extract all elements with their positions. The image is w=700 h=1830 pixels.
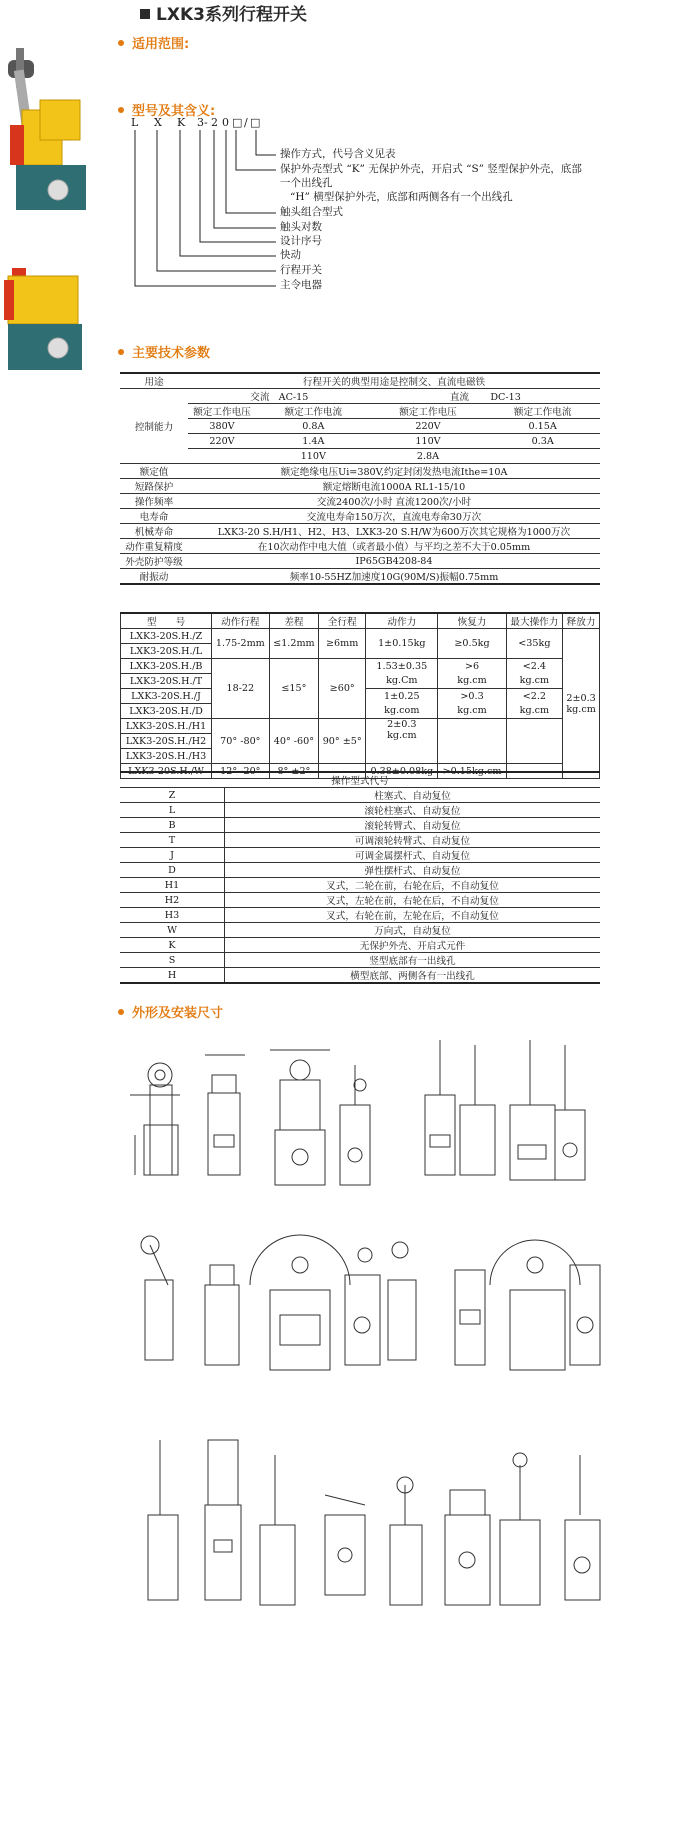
section-tech-label: 主要技术参数: [132, 346, 211, 361]
code-cell: H1: [120, 878, 225, 893]
cell: 额定熔断电流1000A RL1-15/10: [188, 479, 600, 494]
header-cell: 型 号: [121, 613, 212, 629]
ac-code: AC-15: [278, 392, 309, 403]
force-value: 2±0.3: [387, 719, 417, 730]
cell: 控制能力: [120, 389, 188, 464]
drawing-roller-side-2: [388, 1242, 416, 1360]
bullet-icon: [118, 349, 124, 355]
bullet-icon: [118, 1009, 124, 1015]
dimension-drawings: [120, 1035, 700, 1825]
desc-cell: 可调金属摆杆式、自动复位: [225, 848, 601, 863]
drawing-rod-side: [460, 1045, 495, 1175]
cell: 380V: [188, 419, 256, 434]
legend-operation: 操作方式，代号含义见表: [280, 148, 396, 160]
drawing-fork-side: [345, 1248, 380, 1365]
code-cell: H: [120, 968, 225, 984]
cell: kg.com: [366, 704, 438, 719]
desc-cell: 叉式，二轮在前，右轮在后，不自动复位: [225, 878, 601, 893]
drawing-adj-lever-front: [500, 1453, 540, 1605]
code-char: -: [204, 116, 208, 129]
code-cell: B: [120, 818, 225, 833]
cell: 动作重复精度: [120, 539, 188, 554]
code-cell: H3: [120, 908, 225, 923]
page-title-text: LXK3系列行程开关: [156, 5, 307, 25]
cell: >0.3: [438, 689, 506, 704]
section-model-label: 型号及其含义:: [132, 104, 216, 119]
drawing-plunger-front: [205, 1055, 245, 1175]
section-tech: [118, 342, 210, 361]
model-cell: LXK3-20S.H./H3: [121, 749, 212, 764]
cell: 在10次动作中电大值（或者最小值）与平均之差不大于0.05mm: [188, 539, 600, 554]
release-unit: kg.cm: [566, 703, 596, 715]
drawing-plunger-side: [130, 1063, 180, 1175]
cell: 0.8A: [256, 419, 371, 434]
header-cell: 释放力: [563, 613, 600, 629]
header-cell: 差程: [269, 613, 319, 629]
cell: 1.53±0.35: [366, 659, 438, 674]
ac-label: 交流: [250, 392, 270, 403]
code-cell: S: [120, 953, 225, 968]
cell: 90° ±5°: [319, 719, 366, 764]
dc-code: DC-13: [490, 392, 521, 403]
cell: ≥6mm: [319, 629, 366, 659]
desc-cell: 叉式，右轮在前，左轮在后，不自动复位: [225, 908, 601, 923]
cell: 70° -80°: [212, 719, 270, 764]
drawing-roller-front-2: [455, 1270, 485, 1365]
cell: [506, 719, 563, 764]
drawing-fork-front: [250, 1235, 350, 1370]
section-dims-label: 外形及安装尺寸: [132, 1006, 224, 1021]
cell: 18-22: [212, 659, 270, 719]
model-cell: LXK3-20S.H./Z: [121, 629, 212, 644]
cell: LXK3-20 S.H/H1、H2、H3、LXK3-20 S.H/W为600万次其它规格为1000万次: [188, 524, 600, 539]
desc-cell: 滚轮转臂式、自动复位: [225, 818, 601, 833]
cell: ≤15°: [269, 659, 319, 719]
cell: 12° -20°: [212, 764, 270, 779]
cell: 机械寿命: [120, 524, 188, 539]
cell: 交流电寿命150万次，直流电寿命30万次: [188, 509, 600, 524]
drawing-fork-side-2: [570, 1265, 600, 1365]
force-unit: kg.cm: [387, 730, 417, 741]
cell: kg.cm: [506, 704, 563, 719]
drawing-roller-side: [141, 1236, 173, 1360]
cell: <2.4: [506, 659, 563, 674]
desc-cell: 可调滚轮转臂式、自动复位: [225, 833, 601, 848]
code-char: X: [154, 116, 162, 129]
cell: <35kg: [506, 629, 563, 659]
desc-cell: 叉式，左轮在前，右轮在后，不自动复位: [225, 893, 601, 908]
models-table: [120, 612, 600, 779]
drawing-spring-rod-side: [148, 1440, 178, 1600]
code-char: /: [244, 116, 248, 129]
drawing-rod-front-2: [510, 1040, 555, 1180]
code-cell: K: [120, 938, 225, 953]
cell: 1.75-2mm: [212, 629, 270, 659]
drawing-spring-rod-front: [205, 1440, 241, 1600]
cell: 额定值: [120, 464, 188, 479]
code-char: K: [177, 116, 186, 129]
cell: 频率10-55HZ加速度10G(90M/S)振幅0.75mm: [188, 569, 600, 585]
header-cell: 动作力: [366, 613, 438, 629]
drawing-rod-front: [425, 1040, 455, 1175]
cell: 交流2400次/小时 直流1200次/小时: [188, 494, 600, 509]
legend-contact-pairs: 触头对数: [280, 221, 322, 233]
legend-master: 主令电器: [280, 279, 322, 291]
desc-cell: 万向式，自动复位: [225, 923, 601, 938]
header-cell: 恢复力: [438, 613, 506, 629]
code-char: 0: [222, 116, 229, 129]
legend-fast: 快动: [280, 249, 301, 261]
cell: 外壳防护等级: [120, 554, 188, 569]
cell: 额定工作电压: [188, 404, 256, 419]
cell: >6: [438, 659, 506, 674]
cell: 110V: [256, 449, 371, 464]
cell: 1.4A: [256, 434, 371, 449]
code-char: □: [232, 116, 243, 129]
model-cell: LXK3-20S.H./H2: [121, 734, 212, 749]
cell: 用途: [120, 373, 188, 389]
cell: [485, 449, 600, 464]
cell: 8° ±2°: [269, 764, 319, 779]
cell: <2.2: [506, 689, 563, 704]
desc-cell: 柱塞式、自动复位: [225, 788, 601, 803]
release-value: 2±0.3: [566, 692, 596, 704]
code-cell: H2: [120, 893, 225, 908]
cell: ≥60°: [319, 659, 366, 719]
drawing-adj-lever-side: [565, 1455, 600, 1600]
header-cell: 最大操作力: [506, 613, 563, 629]
code-cell: J: [120, 848, 225, 863]
header-cell: 操作型式代号: [120, 772, 600, 788]
code-cell: Z: [120, 788, 225, 803]
drawing-lever-side: [340, 1065, 370, 1185]
drawing-roller-front: [205, 1265, 239, 1365]
desc-cell: 横型底部、两侧各有一出线孔: [225, 968, 601, 984]
cell: 0.3A: [485, 434, 600, 449]
code-cell: D: [120, 863, 225, 878]
drawing-universal-front: [260, 1455, 295, 1605]
cell: 0.38±0.08kg: [366, 764, 438, 779]
cell: 220V: [371, 419, 486, 434]
code-cell: L: [120, 803, 225, 818]
cell: 1±0.25: [366, 689, 438, 704]
section-dims: [118, 1002, 223, 1021]
dc-label: 直流: [449, 392, 469, 403]
cell: 操作频率: [120, 494, 188, 509]
cell: 额定工作电流: [485, 404, 600, 419]
cell: ≥0.5kg: [438, 629, 506, 659]
code-cell: W: [120, 923, 225, 938]
drawing-lever-front: [270, 1050, 330, 1185]
tech-params-table: [120, 372, 600, 585]
cell: 110V: [371, 434, 486, 449]
legend-design-no: 设计序号: [280, 235, 322, 247]
legend-enclosure: 保护外壳型式 “K” 无保护外壳，开启式 “S” 竖型保护外壳，底部: [280, 163, 582, 175]
cell: kg.cm: [438, 704, 506, 719]
cell: [366, 719, 438, 764]
section-scope-label: 适用范围:: [132, 37, 190, 52]
code-char: □: [250, 116, 261, 129]
drawing-adj-roller-front: [445, 1490, 490, 1605]
drawing-universal-side: [325, 1495, 365, 1595]
operation-codes-table: [120, 771, 600, 984]
cell: kg.cm: [506, 674, 563, 689]
cell: 2.8A: [371, 449, 486, 464]
model-cell: LXK3-20S.H./W: [121, 764, 212, 779]
cell: 耐振动: [120, 569, 188, 585]
cell: 额定工作电流: [256, 404, 371, 419]
cell: [188, 449, 256, 464]
cell-release: [563, 629, 600, 779]
drawing-adj-roller-side: [390, 1477, 422, 1605]
model-cell: LXK3-20S.H./D: [121, 704, 212, 719]
header-cell: 动作行程: [212, 613, 270, 629]
cell: >0.15kg.cm: [438, 764, 506, 779]
legend-enclosure-3: “H” 横型保护外壳，底部和两侧各有一个出线孔: [290, 191, 513, 203]
cell: 电寿命: [120, 509, 188, 524]
cell: 行程开关的典型用途是控制交、直流电磁铁: [188, 373, 600, 389]
desc-cell: 竖型底部有一出线孔: [225, 953, 601, 968]
cell: 40° -60°: [269, 719, 319, 764]
model-cell: LXK3-20S.H./J: [121, 689, 212, 704]
legend-contact-type: 触头组合型式: [280, 206, 343, 218]
desc-cell: 无保护外壳、开启式元件: [225, 938, 601, 953]
code-cell: T: [120, 833, 225, 848]
legend-enclosure-2: 一个出线孔: [280, 177, 333, 189]
cell: [438, 719, 506, 764]
cell-dc: [371, 389, 600, 404]
cell: ≤1.2mm: [269, 629, 319, 659]
header-cell: 全行程: [319, 613, 366, 629]
model-cell: LXK3-20S.H./H1: [121, 719, 212, 734]
cell: 0.15A: [485, 419, 600, 434]
cell: IP65GB4208-84: [188, 554, 600, 569]
cell: 220V: [188, 434, 256, 449]
model-cell: LXK3-20S.H./L: [121, 644, 212, 659]
code-char: L: [131, 116, 139, 129]
cell-ac: [188, 389, 371, 404]
desc-cell: 弹性摆杆式、自动复位: [225, 863, 601, 878]
drawing-rod-side-2: [555, 1045, 585, 1180]
legend-travel: 行程开关: [280, 264, 322, 276]
cell: kg.cm: [438, 674, 506, 689]
cell: 1±0.15kg: [366, 629, 438, 659]
cell: 额定工作电压: [371, 404, 486, 419]
model-cell: LXK3-20S.H./T: [121, 674, 212, 689]
drawing-fork-front-2: [490, 1240, 580, 1370]
cell: 短路保护: [120, 479, 188, 494]
cell: kg.Cm: [366, 674, 438, 689]
cell: 额定绝缘电压Ui=380V,约定封闭发热电流Ithe=10A: [188, 464, 600, 479]
code-char: 2: [211, 116, 218, 129]
model-cell: LXK3-20S.H./B: [121, 659, 212, 674]
code-char: 3: [197, 116, 204, 129]
desc-cell: 滚轮柱塞式、自动复位: [225, 803, 601, 818]
